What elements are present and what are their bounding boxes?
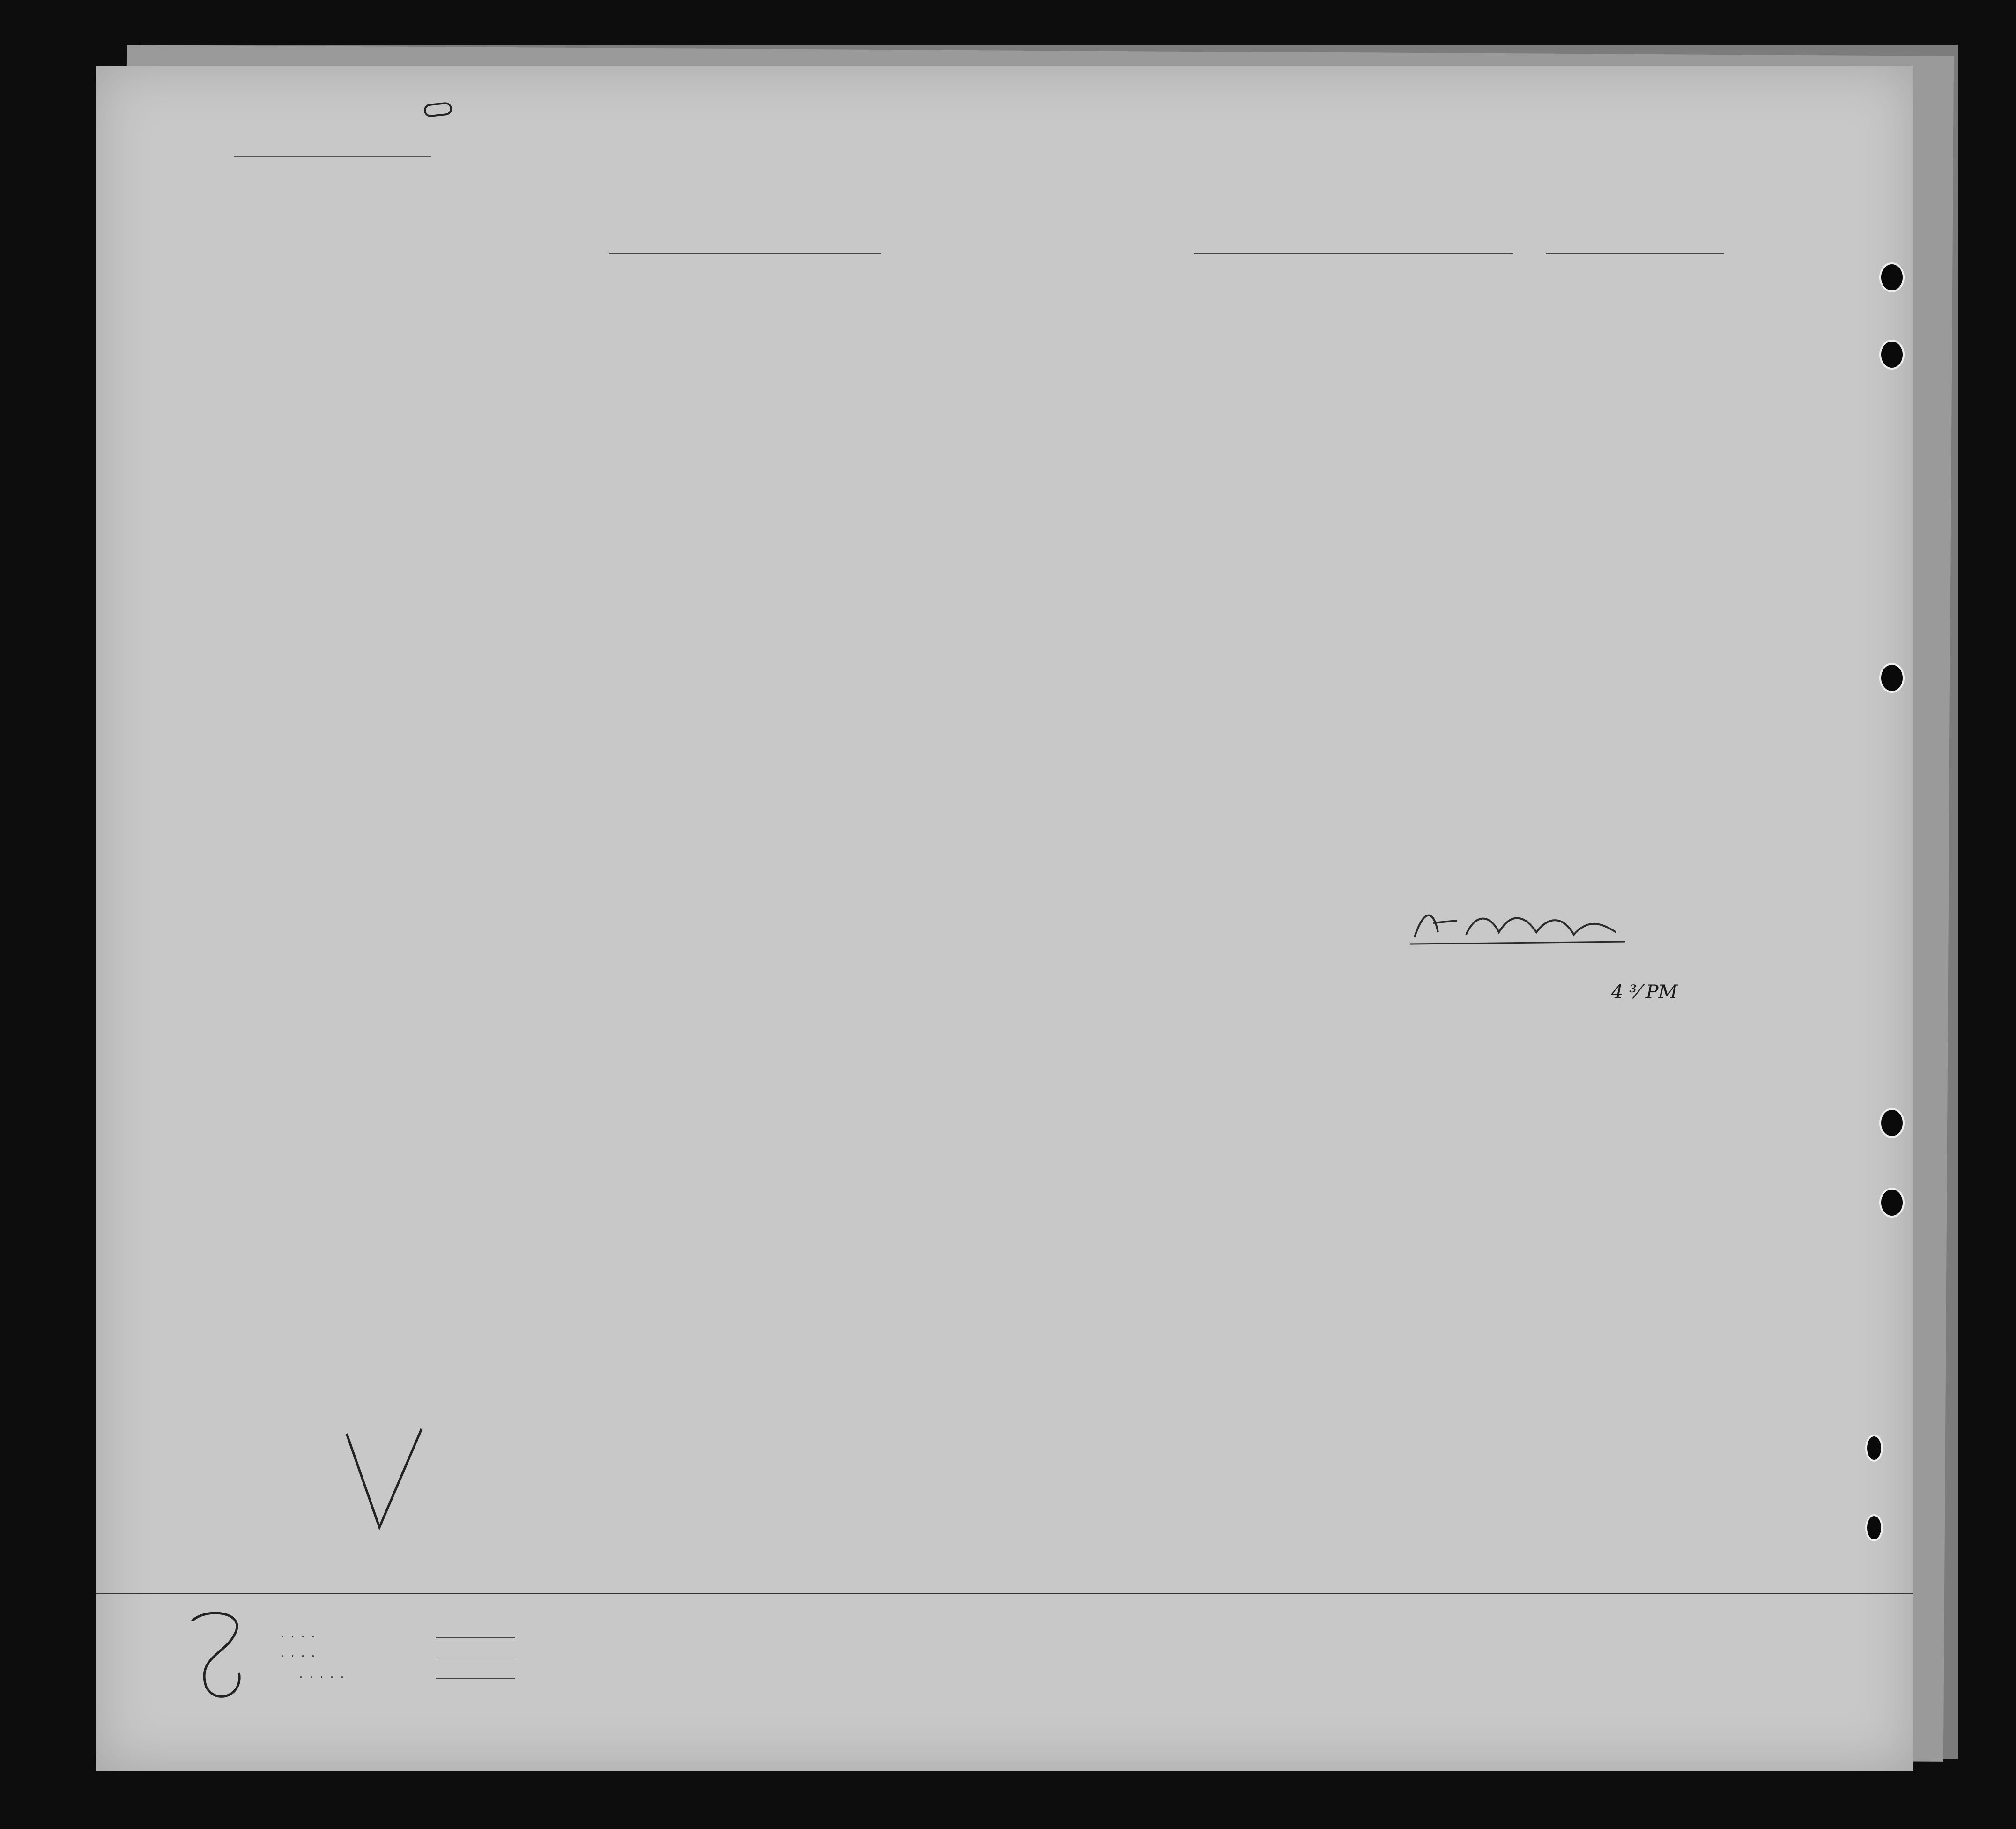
list-line xyxy=(234,156,431,157)
from-line xyxy=(1194,253,1513,254)
aliens-line xyxy=(436,1678,515,1679)
inspector-signature xyxy=(1405,900,1668,951)
footer-total: . . . . xyxy=(281,1629,318,1639)
ship-line xyxy=(609,253,881,254)
binder-hole xyxy=(1879,262,1905,292)
inspector-mark: 4 ³⁄ PM xyxy=(1611,981,1678,1003)
footer-aliens: . . . . . xyxy=(300,1670,347,1680)
binder-hole xyxy=(1879,340,1905,370)
date-line xyxy=(1546,253,1724,254)
binder-hole xyxy=(1865,1514,1883,1541)
hand-bottom-8 xyxy=(178,1602,262,1705)
footer-divider xyxy=(96,1593,1913,1594)
binder-hole xyxy=(1879,663,1905,693)
footer-citizens: . . . . xyxy=(281,1649,318,1658)
binder-hole xyxy=(1879,1108,1905,1138)
binder-hole xyxy=(1879,1188,1905,1218)
large-checkmark xyxy=(337,1420,431,1537)
total-line xyxy=(436,1637,515,1638)
binder-hole xyxy=(1865,1435,1883,1462)
